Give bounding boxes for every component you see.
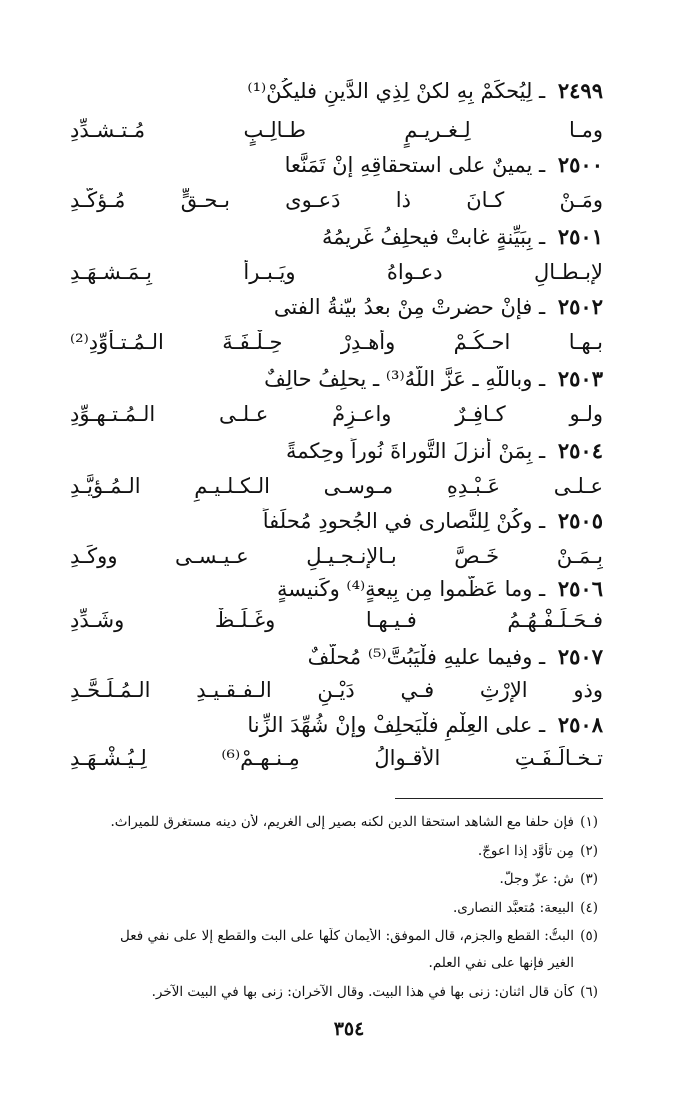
verse-number: ٢٥٠٤ bbox=[557, 438, 603, 463]
verse-text: على العِلْمِ فلْيَحلِفْ وإنْ شُهِّدَ الزِّنا bbox=[247, 713, 533, 737]
footnote-number: (٤) bbox=[580, 900, 598, 916]
verse-2508-second-hemistich: تـخـالَـفَـتِ الأقـوالُ مِـنـهـمْ⁽⁶⁾ لِـيُـشْـهَـدِ bbox=[70, 746, 603, 770]
verse-text: فإنْ حضرتْ مِنْ بعدُ بيّنةُ الفتى bbox=[273, 295, 533, 319]
verse-2504-first-hemistich: ٢٥٠٤ ـ بِمَنْ أنزلَ التَّوراةَ نُوراً وحِكمةً bbox=[285, 438, 603, 463]
footnote-text: فإن حلفا مع الشاهد استحقا الدين لكنه بصير إلى الغريم، لأن دينه مستغرق للميراث. bbox=[110, 814, 574, 830]
verse-2502-first-hemistich: ٢٥٠٢ ـ فإنْ حضرتْ مِنْ بعدُ بيّنةُ الفتى bbox=[273, 294, 603, 319]
verse-2507-second-hemistich: وذو الإرْثِ فـي دَيْـنِ الـفـقـيـدِ الـمُـلَـحَّـدِ bbox=[70, 678, 603, 702]
footnote-number: (٢) bbox=[580, 843, 598, 859]
verse-2500-second-hemistich: ومَـنْ كـانَ ذا دَعـوى بـحـقٍّ مُـؤكَّـدِ bbox=[70, 188, 603, 212]
verse-2499-first-hemistich: ٢٤٩٩ ـ لِيُحكَمْ بِهِ لكنْ لِذِي الدَّينِ فليكُنْ⁽¹⁾ bbox=[247, 78, 603, 103]
footnote-number: (١) bbox=[580, 814, 598, 830]
verse-number: ٢٤٩٩ bbox=[557, 78, 603, 103]
verse-2501-first-hemistich: ٢٥٠١ ـ بِبَيِّنةٍ غابتْ فيحلِفُ غَريمُهُ bbox=[321, 224, 603, 249]
verse-2506-first-hemistich: ٢٥٠٦ ـ وما عَظَّموا مِن بِيعةٍ⁽⁴⁾ وكَنيسةٍ bbox=[276, 576, 603, 601]
verse-2505-first-hemistich: ٢٥٠٥ ـ وكُنْ لِلنَّصارى في الجُحودِ مُحلِّفاً bbox=[262, 508, 603, 533]
verse-number: ٢٥٠٣ bbox=[557, 366, 603, 391]
verse-2500-first-hemistich: ٢٥٠٠ ـ يمينٌ على استحقاقِهِ إنْ تَمَنَّعا bbox=[284, 152, 603, 177]
verse-number: ٢٥٠٢ bbox=[557, 294, 603, 319]
verse-2503-first-hemistich: ٢٥٠٣ ـ وباللّهِ ـ عَزَّ اللّهُ⁽³⁾ ـ يحلِفُ حالِفٌ bbox=[264, 366, 603, 391]
footnote-6 bbox=[70, 984, 598, 1000]
footnote-3 bbox=[70, 871, 598, 887]
verse-text: بِمَنْ أنزلَ التَّوراةَ نُوراً وحِكمةً bbox=[285, 439, 533, 463]
verse-number: ٢٥٠٨ bbox=[557, 712, 603, 737]
footnote-2 bbox=[70, 843, 598, 859]
footnote-4 bbox=[70, 900, 598, 916]
verse-number: ٢٥٠٧ bbox=[557, 644, 603, 669]
verse-text: بِبَيِّنةٍ غابتْ فيحلِفُ غَريمُهُ bbox=[321, 225, 533, 249]
verse-number: ٢٥٠٠ bbox=[557, 152, 603, 177]
verse-text: لِيُحكَمْ بِهِ لكنْ لِذِي الدَّينِ فليكُنْ⁽¹⁾ bbox=[247, 79, 533, 103]
verse-text: وفيما عليهِ فلْيَبُتَّ⁽⁵⁾ مُحلَّفٌ bbox=[307, 645, 533, 669]
verse-2501-second-hemistich: لإبـطـالِ دعـواهُ ويَـبـرأُ بِـمَـشـهَـدِ bbox=[70, 260, 603, 284]
verse-2507-first-hemistich: ٢٥٠٧ ـ وفيما عليهِ فلْيَبُتَّ⁽⁵⁾ مُحلَّفٌ bbox=[307, 644, 603, 669]
footnote-5 bbox=[70, 928, 598, 944]
footnote-separator bbox=[395, 798, 603, 799]
footnote-text: ش: عزّ وجلّ. bbox=[499, 871, 574, 887]
verse-number: ٢٥٠٥ bbox=[557, 508, 603, 533]
footnote-number: (٣) bbox=[580, 871, 598, 887]
footnote-text: البيعة: مُتعبَّد النصارى. bbox=[452, 900, 574, 916]
footnote-number: (٦) bbox=[580, 984, 598, 1000]
verse-2504-second-hemistich: عـلـى عَـبْـدِهِ مـوسـى الـكـلـيـمِ الـمُـؤيَّـدِ bbox=[70, 474, 603, 498]
verse-text: وكُنْ لِلنَّصارى في الجُحودِ مُحلِّفاً bbox=[262, 509, 533, 533]
verse-2502-second-hemistich: بـهـا احـكُـمْ وأهـدِرْ حِـلْـفَـةَ الـمُـتـأوِّدِ⁽²⁾ bbox=[70, 330, 603, 354]
footnote-5-continuation: الغير فإنها على نفي العلم. bbox=[428, 955, 574, 971]
verse-number: ٢٥٠٦ bbox=[557, 576, 603, 601]
footnote-text: مِن تأوَّد إذا اعوجّ. bbox=[477, 843, 574, 859]
footnote-number: (٥) bbox=[580, 928, 598, 944]
verse-text: وباللّهِ ـ عَزَّ اللّهُ⁽³⁾ ـ يحلِفُ حالِفٌ bbox=[264, 367, 533, 391]
verse-text: يمينٌ على استحقاقِهِ إنْ تَمَنَّعا bbox=[284, 153, 533, 177]
footnote-1 bbox=[70, 814, 598, 830]
verse-number: ٢٥٠١ bbox=[557, 224, 603, 249]
verse-2508-first-hemistich: ٢٥٠٨ ـ على العِلْمِ فلْيَحلِفْ وإنْ شُهِّدَ الزِّنا bbox=[247, 712, 603, 737]
footnote-text: البتُّ: القطع والجزم، قال الموفق: الأيمان كلّها على البت والقطع إلا على نفي فعل bbox=[120, 928, 574, 944]
verse-2499-second-hemistich: ومـا لِـغـريـمٍ طـالِـبٍ مُـتـشـدِّدِ bbox=[70, 118, 603, 142]
verse-2505-second-hemistich: بِـمَـنْ خَـصَّ بـالإنـجـيـلِ عـيـسـى ووكِّـدِ bbox=[70, 544, 603, 568]
verse-2503-second-hemistich: ولـو كـافِـرٌ واعـزِمْ عـلـى الـمُـتـهـوِّدِ bbox=[70, 402, 603, 426]
verse-2506-second-hemistich: فـحَـلِّـفْـهُـمُ فـيـهـا وغَـلِّـظْ وشَـدِّدِ bbox=[70, 608, 603, 632]
verse-text: وما عَظَّموا مِن بِيعةٍ⁽⁴⁾ وكَنيسةٍ bbox=[276, 577, 533, 601]
footnote-text: كأن قال اثنان: زنى بها في هذا البيت. وقال الآخران: زنى بها في البيت الآخر. bbox=[151, 984, 574, 1000]
page-number: ٣٥٤ bbox=[333, 1018, 365, 1040]
